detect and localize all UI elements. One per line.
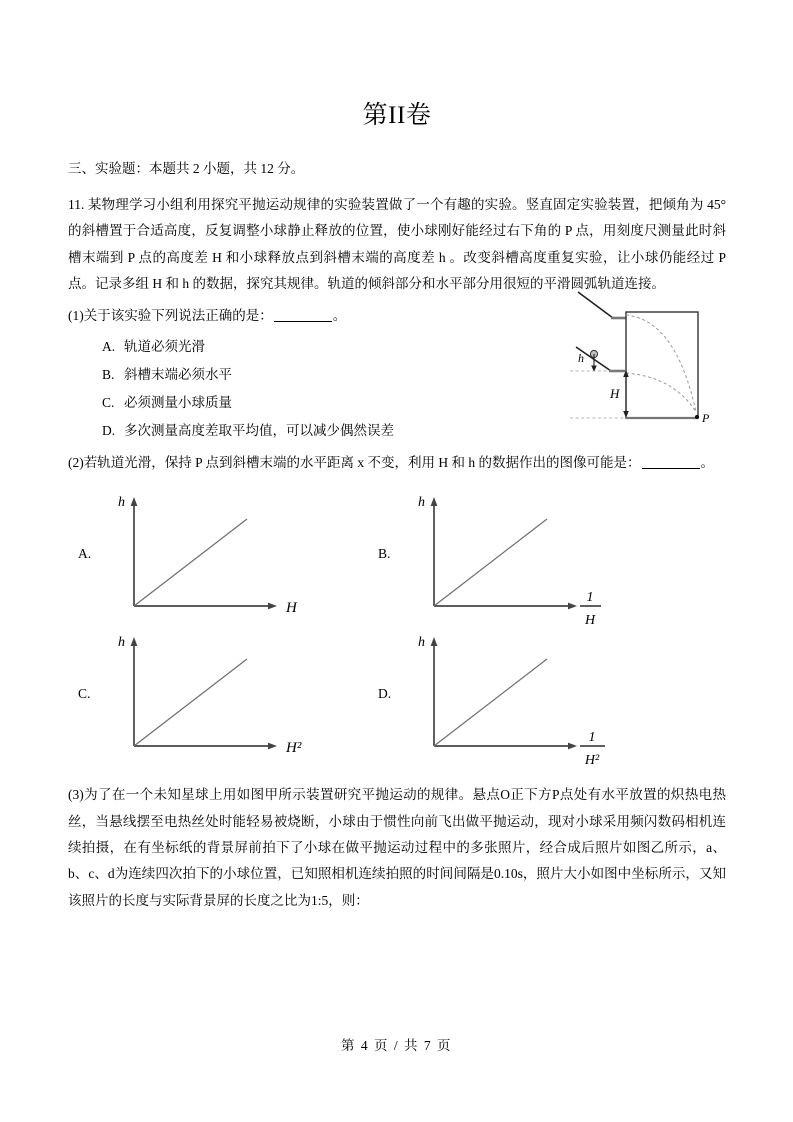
lower-trajectory: [626, 373, 696, 412]
upper-incline: [578, 292, 613, 318]
graph-c-xlabel: H²: [286, 740, 302, 757]
choice-b-label: B.: [102, 367, 115, 383]
graph-d-xlabel-denominator: H²: [584, 753, 600, 769]
P-label: P: [702, 411, 710, 425]
part1-prompt-text: (1)关于该实验下列说法正确的是：: [68, 308, 273, 324]
graph-option-b-label: B.: [378, 546, 391, 562]
choice-b-text: 斜槽末端必须水平: [124, 367, 232, 383]
graph-b-ylabel: h: [418, 495, 425, 511]
graph-a-xlabel: H: [286, 600, 297, 617]
graph-option-c[interactable]: [68, 628, 368, 768]
question-number: 11.: [68, 196, 85, 212]
screen-box: [626, 312, 698, 418]
choice-a-label: A.: [102, 339, 116, 355]
answer-blank-part1[interactable]: [274, 308, 332, 322]
graph-option-c-label: C.: [78, 686, 91, 702]
part2-prompt-text: (2)若轨道光滑，保持 P 点到斜槽末端的水平距离 x 不变，利用 H 和 h 的数据作出的图像可能是：: [68, 455, 641, 471]
answer-blank-part2[interactable]: [642, 455, 700, 469]
graph-option-d-label: D.: [378, 686, 392, 702]
graph-option-b[interactable]: [368, 488, 668, 628]
graph-d-ylabel: h: [418, 635, 425, 651]
question-stem-text: 某物理学习小组利用探究平抛运动规律的实验装置做了一个有趣的实验。竖直固定实验装置，把倾角为 45° 的斜槽置于合适高度，反复调整小球静止释放的位置，使小球刚好能经过右下角的 P 点，用刻度尺测量此时斜槽末端到 P 点的高度差 H 和小球释放点到斜槽末端的高度差 h 。改变斜槽高度重复实验，让小球仍能经过 P 点。记录多组 H 和 h 的数据，探究其规律。轨道的倾斜部分和水平部分用很短的平滑圆弧轨道连接。: [68, 196, 726, 291]
H-label: H: [610, 386, 620, 401]
page-content: [68, 0, 726, 914]
graph-d-xlabel-numerator: 1: [588, 730, 596, 746]
choice-a-text: 轨道必须光滑: [124, 339, 205, 355]
point-P-marker: [695, 415, 699, 419]
choice-c-text: 必须测量小球质量: [124, 394, 232, 410]
graph-option-grid: [68, 488, 726, 773]
apparatus-figure: [556, 282, 736, 447]
choice-d-label: D.: [102, 422, 116, 438]
choice-d-text: 多次测量高度差取平均值，可以减少偶然误差: [124, 422, 394, 438]
graph-b-plot: [394, 488, 624, 628]
page-title: 第II卷: [362, 102, 432, 129]
section-heading: 三、实验题：本题共 2 小题，共 12 分。: [68, 161, 305, 176]
graph-option-a[interactable]: [68, 488, 368, 628]
question-11-part2-prompt: [68, 450, 726, 476]
question-11-part3: (3)为了在一个未知星球上用如图甲所示装置研究平抛运动的规律。悬点O正下方P点处有水平放置的炽热电热丝，当悬线摆至电热丝处时能轻易被烧断，小球由于惯性向前飞出做平抛运动，现对小球采用频闪数码相机连续拍摄，在有坐标纸的背景屏前拍下了小球在做平抛运动过程中的多张照片，经合成后照片如图乙所示，a、b、c、d为连续四次拍下的小球位置，已知照相机连续拍照的时间间隔是0.10s，照片大小如图中坐标所示，又知该照片的长度与实际背景屏的长度之比为1:5，则：: [68, 787, 726, 908]
page-footer: 第 4 页 / 共 7 页: [340, 1038, 452, 1053]
graph-option-a-label: A.: [78, 546, 92, 562]
choice-c-label: C.: [102, 394, 115, 410]
h-label: h: [578, 351, 584, 365]
part1-prompt-suffix: 。: [332, 308, 347, 324]
graph-c-ylabel: h: [118, 635, 125, 651]
apparatus-diagram: [556, 282, 736, 447]
graph-c-plot: [94, 628, 324, 768]
upper-trajectory: [626, 315, 696, 412]
graph-a-plot: [94, 488, 324, 628]
graph-d-plot: [394, 628, 624, 768]
part2-prompt-suffix: 。: [700, 455, 714, 471]
graph-b-xlabel-numerator: 1: [586, 590, 594, 606]
graph-a-ylabel: h: [118, 495, 125, 511]
graph-b-xlabel-denominator: H: [584, 613, 596, 629]
graph-option-d[interactable]: [368, 628, 668, 768]
